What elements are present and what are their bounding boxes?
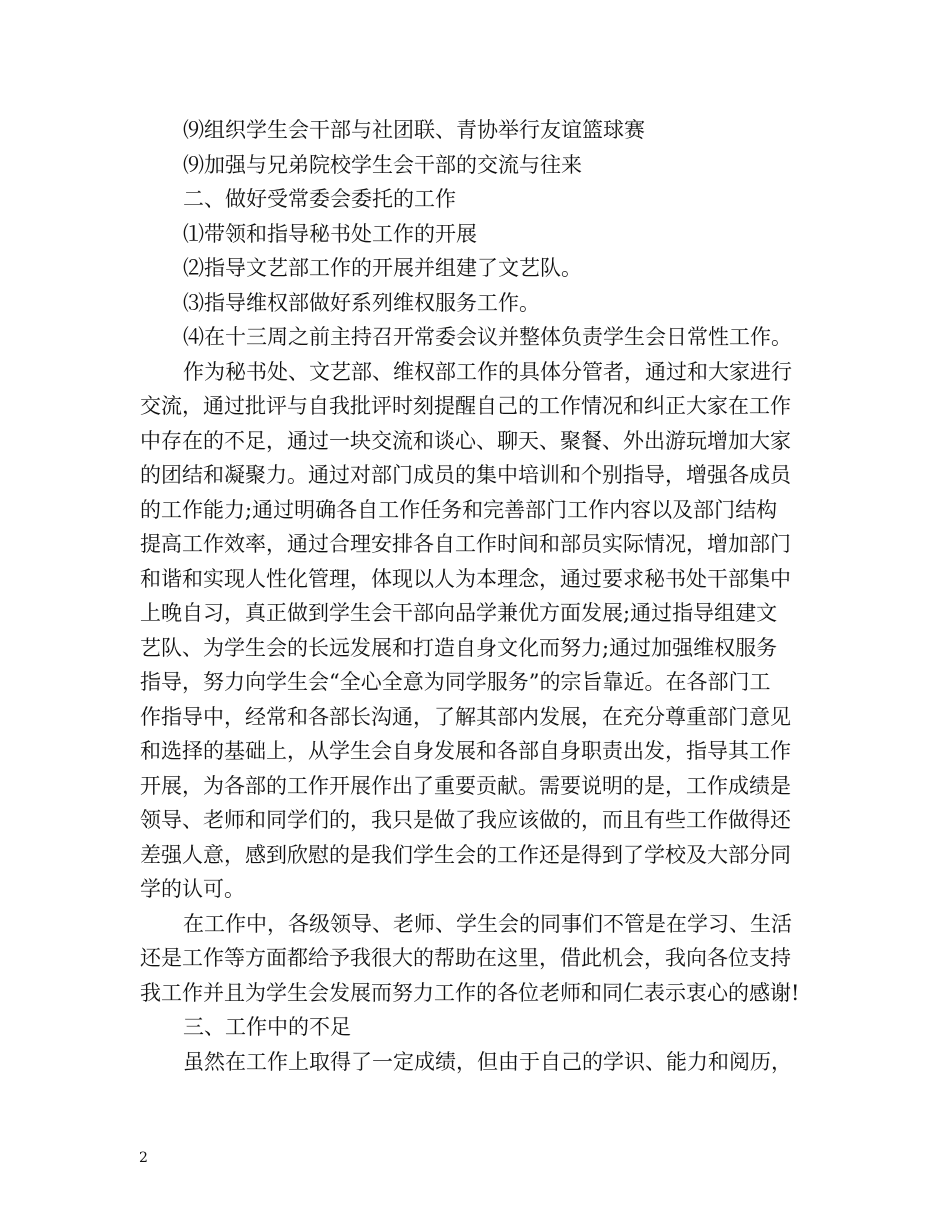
text-line: 的团结和凝聚力。通过对部门成员的集中培训和个别指导，增强各成员 bbox=[140, 463, 791, 487]
text-line: 的工作能力;通过明确各自工作任务和完善部门工作内容以及部门结构 bbox=[140, 497, 778, 522]
text-line: 还是工作等方面都给予我很大的帮助在这里，借此机会，我向各位支持 bbox=[140, 946, 791, 970]
document-body bbox=[140, 113, 812, 1079]
text-line: 差强人意，感到欣慰的是我们学生会的工作还是得到了学校及大部分同 bbox=[140, 842, 791, 867]
text-line: ⑼组织学生会干部与社团联、青协举行友谊篮球赛 bbox=[183, 118, 645, 142]
text-line: 虽然在工作上取得了一定成绩，但由于自己的学识、能力和阅历， bbox=[183, 1049, 792, 1074]
text-line: 二、做好受常委会委托的工作 bbox=[183, 187, 456, 211]
text-line: ⑷在十三周之前主持召开常委会议并整体负责学生会日常性工作。 bbox=[183, 325, 792, 349]
text-line: 和选择的基础上，从学生会自身发展和各部自身职责出发，指导其工作 bbox=[140, 739, 791, 763]
text-line: 艺队、为学生会的长远发展和打造自身文化而努力;通过加强维权服务 bbox=[140, 635, 778, 660]
text-line: 交流，通过批评与自我批评时刻提醒自己的工作情况和纠正大家在工作 bbox=[140, 394, 791, 418]
text-line: ⑶指导维权部做好系列维权服务工作。 bbox=[183, 290, 540, 315]
text-line: 上晚自习，真正做到学生会干部向品学兼优方面发展;通过指导组建文 bbox=[140, 601, 778, 625]
text-line: 领导、老师和同学们的，我只是做了我应该做的，而且有些工作做得还 bbox=[140, 808, 791, 832]
text-line: 在工作中，各级领导、老师、学生会的同事们不管是在学习、生活 bbox=[183, 911, 792, 936]
page-number: 2 bbox=[139, 1150, 148, 1166]
text-line: 指导，努力向学生会“全心全意为同学服务”的宗旨靠近。在各部门工 bbox=[140, 670, 771, 694]
text-line: ⑵指导文艺部工作的开展并组建了文艺队。 bbox=[183, 256, 582, 280]
text-line: 开展，为各部的工作开展作出了重要贡献。需要说明的是，工作成绩是 bbox=[140, 773, 791, 798]
text-line: 和谐和实现人性化管理，体现以人为本理念，通过要求秘书处干部集中 bbox=[140, 566, 791, 591]
text-line: 三、工作中的不足 bbox=[183, 1015, 351, 1039]
text-line: 提高工作效率，通过合理安排各自工作时间和部员实际情况，增加部门 bbox=[140, 532, 791, 556]
text-line: 中存在的不足，通过一块交流和谈心、聊天、聚餐、外出游玩增加大家 bbox=[140, 428, 791, 453]
text-line: 作为秘书处、文艺部、维权部工作的具体分管者，通过和大家进行 bbox=[183, 359, 792, 384]
text-line: ⑼加强与兄弟院校学生会干部的交流与往来 bbox=[183, 152, 582, 177]
text-line: 我工作并且为学生会发展而努力工作的各位老师和同仁表示衷心的感谢! bbox=[140, 980, 800, 1005]
text-line: 作指导中，经常和各部长沟通，了解其部内发展，在充分尊重部门意见 bbox=[140, 704, 791, 729]
text-line: ⑴带领和指导秘书处工作的开展 bbox=[183, 221, 477, 246]
text-line: 学的认可。 bbox=[140, 877, 245, 901]
